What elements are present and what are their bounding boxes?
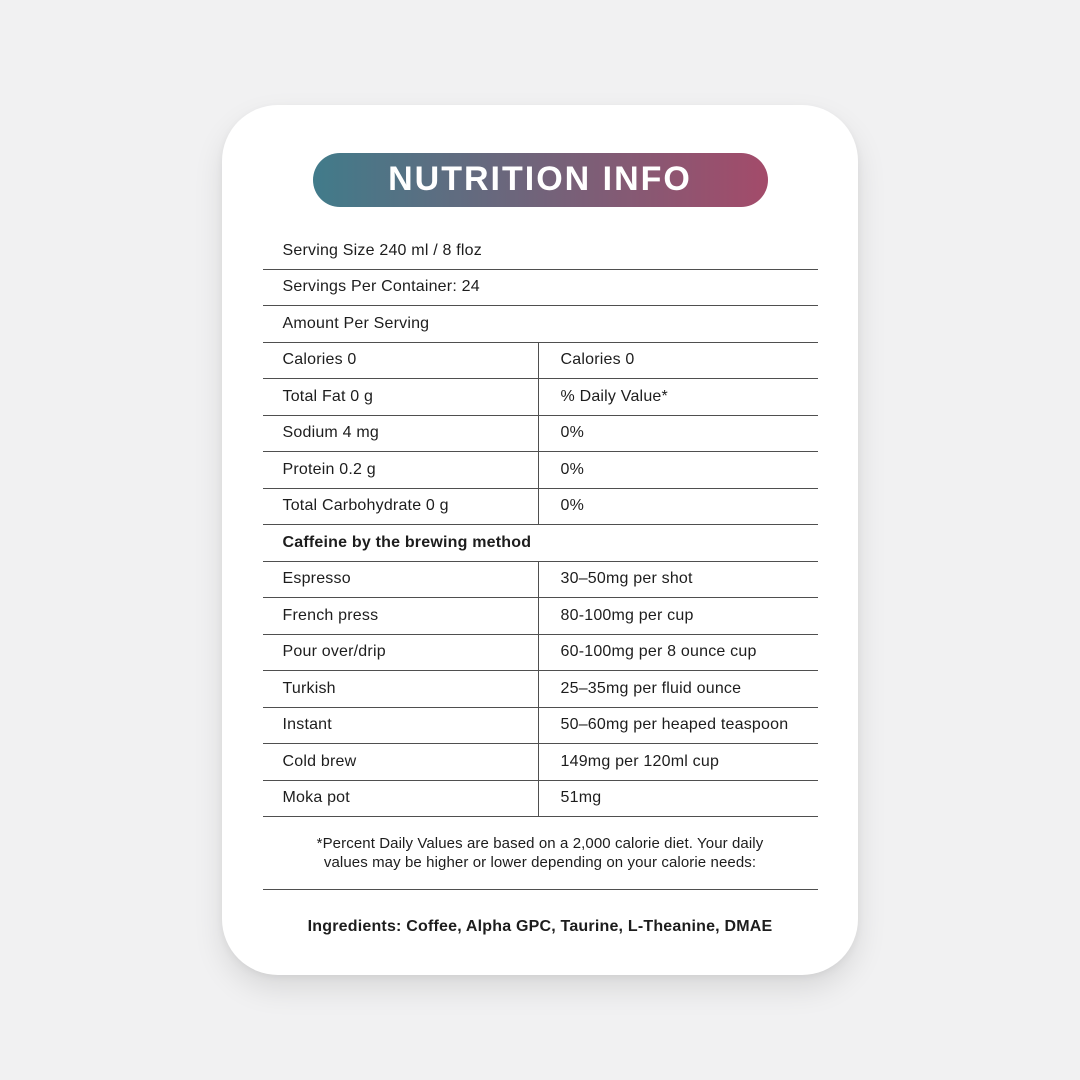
nutrient-label: Protein 0.2 g [263, 452, 539, 488]
table-row [263, 452, 818, 489]
table-row [263, 379, 818, 416]
caffeine-amount-value: 149mg per 120ml cup [560, 752, 720, 770]
serving-size-row [263, 233, 818, 270]
nutrition-info-header-pill [313, 153, 768, 207]
footnote-line-2: values may be higher or lower depending on your calorie needs: [323, 853, 757, 871]
table-row [263, 744, 818, 781]
servings-per-container-label: Servings Per Container: 24 [282, 278, 480, 296]
brew-method-label: Cold brew [263, 744, 539, 780]
table-row [263, 635, 818, 672]
brew-method-label: Moka pot [263, 781, 539, 817]
caffeine-amount-value: 51mg [560, 789, 602, 807]
page-title: NUTRITION INFO [388, 160, 692, 198]
nutrient-value: 0% [560, 424, 585, 442]
ingredients-list: Ingredients: Coffee, Alpha GPC, Taurine, L-Theanine, DMAE [307, 917, 773, 935]
nutrient-value: 0% [560, 460, 585, 478]
table-row [263, 562, 818, 599]
serving-size-label: Serving Size 240 ml / 8 floz [282, 241, 482, 259]
nutrient-label: Sodium 4 mg [263, 416, 539, 452]
table-row [263, 708, 818, 745]
table-row [263, 416, 818, 453]
brew-method-label: Espresso [263, 562, 539, 598]
nutrient-value: 0% [560, 497, 585, 515]
table-row [263, 343, 818, 380]
caffeine-amount-value: 60-100mg per 8 ounce cup [560, 643, 757, 661]
servings-per-container-row [263, 270, 818, 307]
brew-method-label: Turkish [263, 671, 539, 707]
nutrition-card [222, 105, 858, 975]
nutrition-table [263, 343, 818, 526]
caffeine-amount-value: 25–35mg per fluid ounce [560, 679, 742, 697]
brew-method-label: French press [263, 598, 539, 634]
table-row [263, 781, 818, 818]
caffeine-heading-row [263, 525, 818, 562]
caffeine-amount-value: 50–60mg per heaped teaspoon [560, 716, 789, 734]
nutrient-label: Calories 0 [263, 343, 539, 379]
table-row [263, 671, 818, 708]
brew-method-label: Pour over/drip [263, 635, 539, 671]
nutrition-content [263, 233, 818, 936]
nutrient-value: % Daily Value* [560, 387, 668, 405]
daily-values-footnote [263, 817, 818, 890]
caffeine-table [263, 562, 818, 818]
table-row [263, 598, 818, 635]
nutrient-label: Total Carbohydrate 0 g [263, 489, 539, 525]
amount-per-serving-label: Amount Per Serving [282, 314, 430, 332]
brew-method-label: Instant [263, 708, 539, 744]
table-row [263, 489, 818, 526]
nutrient-value: Calories 0 [560, 351, 635, 369]
caffeine-amount-value: 80-100mg per cup [560, 606, 694, 624]
amount-per-serving-row [263, 306, 818, 343]
caffeine-amount-value: 30–50mg per shot [560, 570, 693, 588]
caffeine-section-heading: Caffeine by the brewing method [282, 533, 532, 551]
footnote-line-1: *Percent Daily Values are based on a 2,000 calorie diet. Your daily [316, 834, 764, 852]
nutrient-label: Total Fat 0 g [263, 379, 539, 415]
